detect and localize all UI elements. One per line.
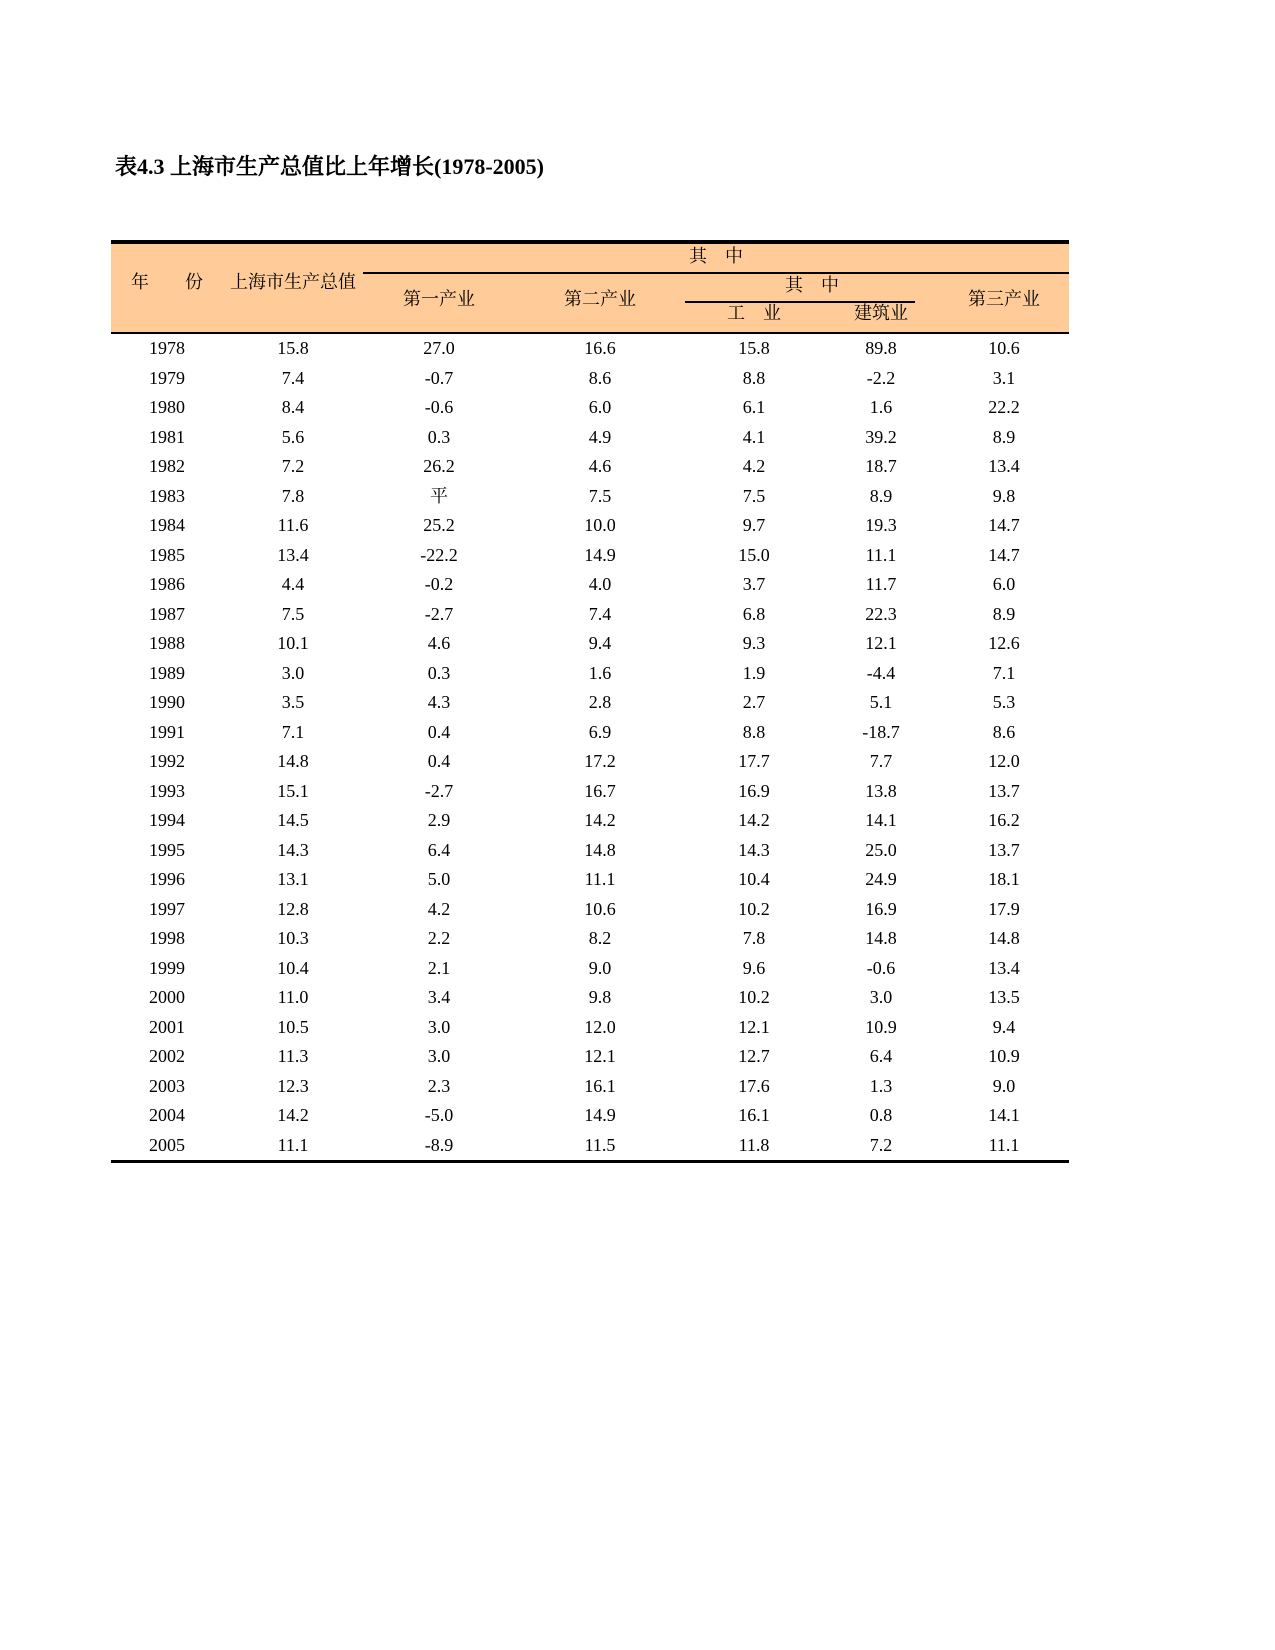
table-row xyxy=(111,806,1069,836)
cell-primary: 5.0 xyxy=(427,869,451,889)
cell-tertiary: 13.4 xyxy=(988,957,1020,978)
cell-industry: 17.6 xyxy=(738,1075,770,1096)
cell-gdp: 14.3 xyxy=(277,839,309,860)
cell-tertiary: 13.7 xyxy=(988,780,1020,801)
cell-primary: 平 xyxy=(430,485,448,506)
cell-gdp: 10.5 xyxy=(277,1016,309,1037)
cell-construction: 5.1 xyxy=(869,692,893,712)
cell-year: 1984 xyxy=(149,515,185,535)
cell-year: 2000 xyxy=(149,987,185,1007)
table-row xyxy=(111,629,1069,659)
cell-secondary: 17.2 xyxy=(584,751,616,771)
cell-gdp: 14.8 xyxy=(277,751,309,771)
cell-secondary: 11.1 xyxy=(584,869,616,889)
growth-table xyxy=(111,240,1069,1163)
cell-industry: 9.6 xyxy=(742,957,766,978)
cell-tertiary: 14.1 xyxy=(988,1105,1020,1125)
cell-tertiary: 9.8 xyxy=(992,485,1016,506)
cell-gdp: 12.3 xyxy=(277,1075,309,1096)
cell-primary: 3.4 xyxy=(427,987,451,1007)
cell-gdp: 8.4 xyxy=(281,397,305,417)
cell-year: 1978 xyxy=(149,338,185,358)
cell-tertiary: 16.2 xyxy=(988,810,1020,830)
cell-construction: 24.9 xyxy=(865,869,897,889)
cell-industry: 17.7 xyxy=(738,751,770,771)
cell-gdp: 7.4 xyxy=(281,367,305,388)
cell-gdp: 3.0 xyxy=(281,662,305,683)
cell-primary: -0.2 xyxy=(424,574,454,594)
cell-year: 1998 xyxy=(149,928,185,948)
table-row xyxy=(111,1101,1069,1131)
table-row xyxy=(111,452,1069,482)
table-row xyxy=(111,570,1069,600)
cell-construction: 12.1 xyxy=(865,633,897,653)
cell-secondary: 1.6 xyxy=(588,662,612,683)
cell-primary: 0.4 xyxy=(427,751,451,771)
cell-industry: 1.9 xyxy=(742,662,766,683)
cell-construction: 13.8 xyxy=(865,780,897,801)
table-row xyxy=(111,895,1069,925)
cell-year: 1987 xyxy=(149,603,185,624)
cell-secondary: 8.2 xyxy=(588,928,612,948)
cell-tertiary: 8.9 xyxy=(992,426,1016,447)
cell-construction: -2.2 xyxy=(866,367,896,388)
cell-gdp: 13.4 xyxy=(277,544,309,565)
table-row xyxy=(111,924,1069,954)
cell-construction: 7.7 xyxy=(869,751,893,771)
cell-construction: -18.7 xyxy=(862,721,900,742)
table-row xyxy=(111,983,1069,1013)
cell-construction: 22.3 xyxy=(865,603,897,624)
cell-year: 2003 xyxy=(149,1075,185,1096)
cell-gdp: 11.3 xyxy=(277,1046,309,1066)
cell-secondary: 16.6 xyxy=(584,338,616,358)
cell-primary: 2.3 xyxy=(427,1075,451,1096)
cell-industry: 4.1 xyxy=(742,426,766,447)
cell-construction: 16.9 xyxy=(865,898,897,919)
cell-secondary: 12.0 xyxy=(584,1016,616,1037)
header-construction: 建筑业 xyxy=(854,303,908,323)
cell-secondary: 10.0 xyxy=(584,515,616,535)
cell-tertiary: 12.0 xyxy=(988,751,1020,771)
cell-primary: -22.2 xyxy=(420,544,458,565)
cell-gdp: 10.4 xyxy=(277,957,309,978)
header-tertiary: 第三产业 xyxy=(968,289,1040,309)
cell-construction: 25.0 xyxy=(865,839,897,860)
table-row xyxy=(111,865,1069,895)
cell-year: 2002 xyxy=(149,1046,185,1066)
cell-year: 1983 xyxy=(149,485,185,506)
cell-secondary: 8.6 xyxy=(588,367,612,388)
cell-secondary: 12.1 xyxy=(584,1046,616,1066)
table-row xyxy=(111,747,1069,777)
table-title: 表4.3 上海市生产总值比上年增长(1978-2005) xyxy=(115,154,544,179)
cell-construction: -4.4 xyxy=(866,662,896,683)
cell-tertiary: 14.7 xyxy=(988,544,1020,565)
cell-tertiary: 13.7 xyxy=(988,839,1020,860)
cell-industry: 7.5 xyxy=(742,485,766,506)
cell-gdp: 11.1 xyxy=(277,1134,309,1155)
cell-primary: 26.2 xyxy=(423,456,455,476)
cell-primary: 2.1 xyxy=(427,957,451,978)
cell-tertiary: 9.0 xyxy=(992,1075,1016,1096)
cell-industry: 15.0 xyxy=(738,544,770,565)
cell-secondary: 9.8 xyxy=(588,987,612,1007)
cell-construction: 19.3 xyxy=(865,515,897,535)
cell-gdp: 3.5 xyxy=(281,692,305,712)
cell-secondary: 4.9 xyxy=(588,426,612,447)
cell-tertiary: 12.6 xyxy=(988,633,1020,653)
cell-year: 1985 xyxy=(149,544,185,565)
cell-secondary: 4.6 xyxy=(588,456,612,476)
cell-gdp: 7.2 xyxy=(281,456,305,476)
cell-tertiary: 3.1 xyxy=(992,367,1016,388)
cell-tertiary: 18.1 xyxy=(988,869,1020,889)
cell-tertiary: 10.9 xyxy=(988,1046,1020,1066)
cell-primary: -2.7 xyxy=(424,780,454,801)
cell-gdp: 15.8 xyxy=(277,338,309,358)
cell-year: 1982 xyxy=(149,456,185,476)
cell-tertiary: 10.6 xyxy=(988,338,1020,358)
table-row xyxy=(111,482,1069,512)
cell-gdp: 14.2 xyxy=(277,1105,309,1125)
cell-primary: -0.7 xyxy=(424,367,454,388)
cell-tertiary: 14.8 xyxy=(988,928,1020,948)
cell-primary: -2.7 xyxy=(424,603,454,624)
cell-year: 1986 xyxy=(149,574,185,594)
cell-secondary: 6.9 xyxy=(588,721,612,742)
cell-gdp: 10.1 xyxy=(277,633,309,653)
table-row xyxy=(111,1072,1069,1102)
cell-gdp: 13.1 xyxy=(277,869,309,889)
cell-secondary: 7.5 xyxy=(588,485,612,506)
table-header xyxy=(111,244,1069,334)
cell-construction: 7.2 xyxy=(869,1134,893,1155)
cell-secondary: 16.1 xyxy=(584,1075,616,1096)
cell-secondary: 2.8 xyxy=(588,692,612,712)
cell-industry: 10.4 xyxy=(738,869,770,889)
cell-primary: 2.9 xyxy=(427,810,451,830)
cell-tertiary: 7.1 xyxy=(992,662,1016,683)
cell-gdp: 5.6 xyxy=(281,426,305,447)
cell-industry: 12.1 xyxy=(738,1016,770,1037)
header-year: 年 份 xyxy=(131,272,203,292)
cell-secondary: 14.8 xyxy=(584,839,616,860)
cell-primary: 0.3 xyxy=(427,426,451,447)
header-secondary: 第二产业 xyxy=(564,289,636,309)
cell-year: 1996 xyxy=(149,869,185,889)
cell-year: 2005 xyxy=(149,1134,185,1155)
cell-tertiary: 14.7 xyxy=(988,515,1020,535)
cell-secondary: 7.4 xyxy=(588,603,612,624)
cell-primary: 0.4 xyxy=(427,721,451,742)
cell-year: 1981 xyxy=(149,426,185,447)
cell-industry: 11.8 xyxy=(738,1134,770,1155)
cell-industry: 7.8 xyxy=(742,928,766,948)
cell-gdp: 11.0 xyxy=(277,987,309,1007)
cell-year: 2001 xyxy=(149,1016,185,1037)
cell-construction: 11.1 xyxy=(865,544,897,565)
cell-construction: 3.0 xyxy=(869,987,893,1007)
cell-primary: 4.3 xyxy=(427,692,451,712)
cell-year: 1989 xyxy=(149,662,185,683)
table-row xyxy=(111,423,1069,453)
cell-primary: 0.3 xyxy=(427,662,451,683)
table-row xyxy=(111,1013,1069,1043)
table-body xyxy=(111,334,1069,1163)
cell-tertiary: 5.3 xyxy=(992,692,1016,712)
cell-tertiary: 13.4 xyxy=(988,456,1020,476)
cell-year: 1980 xyxy=(149,397,185,417)
cell-primary: -5.0 xyxy=(424,1105,454,1125)
table-row xyxy=(111,393,1069,423)
table-row xyxy=(111,688,1069,718)
cell-industry: 8.8 xyxy=(742,367,766,388)
table-row xyxy=(111,1042,1069,1072)
cell-tertiary: 17.9 xyxy=(988,898,1020,919)
cell-construction: 18.7 xyxy=(865,456,897,476)
cell-construction: 14.1 xyxy=(865,810,897,830)
cell-industry: 10.2 xyxy=(738,987,770,1007)
cell-construction: 14.8 xyxy=(865,928,897,948)
cell-construction: 0.8 xyxy=(869,1105,893,1125)
table-row xyxy=(111,364,1069,394)
cell-industry: 3.7 xyxy=(742,574,766,594)
cell-secondary: 6.0 xyxy=(588,397,612,417)
cell-secondary: 11.5 xyxy=(584,1134,616,1155)
cell-secondary: 14.2 xyxy=(584,810,616,830)
cell-tertiary: 9.4 xyxy=(992,1016,1016,1037)
table-row xyxy=(111,777,1069,807)
cell-year: 2004 xyxy=(149,1105,185,1125)
table-row xyxy=(111,718,1069,748)
header-primary: 第一产业 xyxy=(403,289,475,309)
cell-primary: 6.4 xyxy=(427,839,451,860)
cell-gdp: 12.8 xyxy=(277,898,309,919)
cell-construction: 6.4 xyxy=(869,1046,893,1066)
cell-year: 1979 xyxy=(149,367,185,388)
cell-secondary: 16.7 xyxy=(584,780,616,801)
table-row xyxy=(111,511,1069,541)
cell-tertiary: 13.5 xyxy=(988,987,1020,1007)
cell-construction: 10.9 xyxy=(865,1016,897,1037)
cell-year: 1991 xyxy=(149,721,185,742)
table-row xyxy=(111,836,1069,866)
cell-secondary: 14.9 xyxy=(584,1105,616,1125)
header-gdp: 上海市生产总值 xyxy=(230,272,356,292)
table-row xyxy=(111,659,1069,689)
cell-year: 1997 xyxy=(149,898,185,919)
cell-gdp: 7.1 xyxy=(281,721,305,742)
cell-primary: 2.2 xyxy=(427,928,451,948)
cell-year: 1999 xyxy=(149,957,185,978)
cell-industry: 16.1 xyxy=(738,1105,770,1125)
cell-gdp: 7.5 xyxy=(281,603,305,624)
cell-primary: -0.6 xyxy=(424,397,454,417)
cell-tertiary: 8.6 xyxy=(992,721,1016,742)
cell-construction: 89.8 xyxy=(865,338,897,358)
cell-industry: 6.8 xyxy=(742,603,766,624)
cell-gdp: 4.4 xyxy=(281,574,305,594)
cell-year: 1993 xyxy=(149,780,185,801)
cell-industry: 8.8 xyxy=(742,721,766,742)
cell-industry: 4.2 xyxy=(742,456,766,476)
cell-industry: 2.7 xyxy=(742,692,766,712)
cell-tertiary: 8.9 xyxy=(992,603,1016,624)
cell-construction: 8.9 xyxy=(869,485,893,506)
cell-industry: 12.7 xyxy=(738,1046,770,1066)
header-of-which-sub: 其 中 xyxy=(785,275,839,295)
cell-tertiary: 6.0 xyxy=(992,574,1016,594)
cell-year: 1988 xyxy=(149,633,185,653)
table-row xyxy=(111,1131,1069,1161)
cell-year: 1990 xyxy=(149,692,185,712)
cell-gdp: 11.6 xyxy=(277,515,309,535)
cell-secondary: 9.0 xyxy=(588,957,612,978)
cell-year: 1995 xyxy=(149,839,185,860)
cell-gdp: 15.1 xyxy=(277,780,309,801)
cell-primary: 3.0 xyxy=(427,1046,451,1066)
cell-secondary: 10.6 xyxy=(584,898,616,919)
cell-gdp: 10.3 xyxy=(277,928,309,948)
cell-construction: 1.3 xyxy=(869,1075,893,1096)
cell-industry: 14.2 xyxy=(738,810,770,830)
cell-industry: 16.9 xyxy=(738,780,770,801)
table-row xyxy=(111,541,1069,571)
cell-gdp: 7.8 xyxy=(281,485,305,506)
cell-industry: 9.7 xyxy=(742,515,766,535)
cell-industry: 15.8 xyxy=(738,338,770,358)
cell-gdp: 14.5 xyxy=(277,810,309,830)
cell-tertiary: 11.1 xyxy=(988,1134,1020,1155)
cell-secondary: 4.0 xyxy=(588,574,612,594)
cell-construction: -0.6 xyxy=(866,957,896,978)
cell-construction: 1.6 xyxy=(869,397,893,417)
cell-construction: 39.2 xyxy=(865,426,897,447)
cell-primary: 3.0 xyxy=(427,1016,451,1037)
cell-tertiary: 22.2 xyxy=(988,397,1020,417)
cell-primary: 27.0 xyxy=(423,338,455,358)
cell-industry: 9.3 xyxy=(742,633,766,653)
header-industry: 工 业 xyxy=(727,303,781,323)
cell-secondary: 9.4 xyxy=(588,633,612,653)
cell-year: 1994 xyxy=(149,810,185,830)
cell-industry: 10.2 xyxy=(738,898,770,919)
cell-secondary: 14.9 xyxy=(584,544,616,565)
cell-primary: -8.9 xyxy=(424,1134,454,1155)
cell-year: 1992 xyxy=(149,751,185,771)
cell-construction: 11.7 xyxy=(865,574,897,594)
cell-primary: 25.2 xyxy=(423,515,455,535)
cell-primary: 4.6 xyxy=(427,633,451,653)
header-of-which: 其 中 xyxy=(689,246,743,266)
table-row xyxy=(111,334,1069,364)
cell-industry: 6.1 xyxy=(742,397,766,417)
cell-primary: 4.2 xyxy=(427,898,451,919)
cell-industry: 14.3 xyxy=(738,839,770,860)
table-row xyxy=(111,600,1069,630)
table-row xyxy=(111,954,1069,984)
